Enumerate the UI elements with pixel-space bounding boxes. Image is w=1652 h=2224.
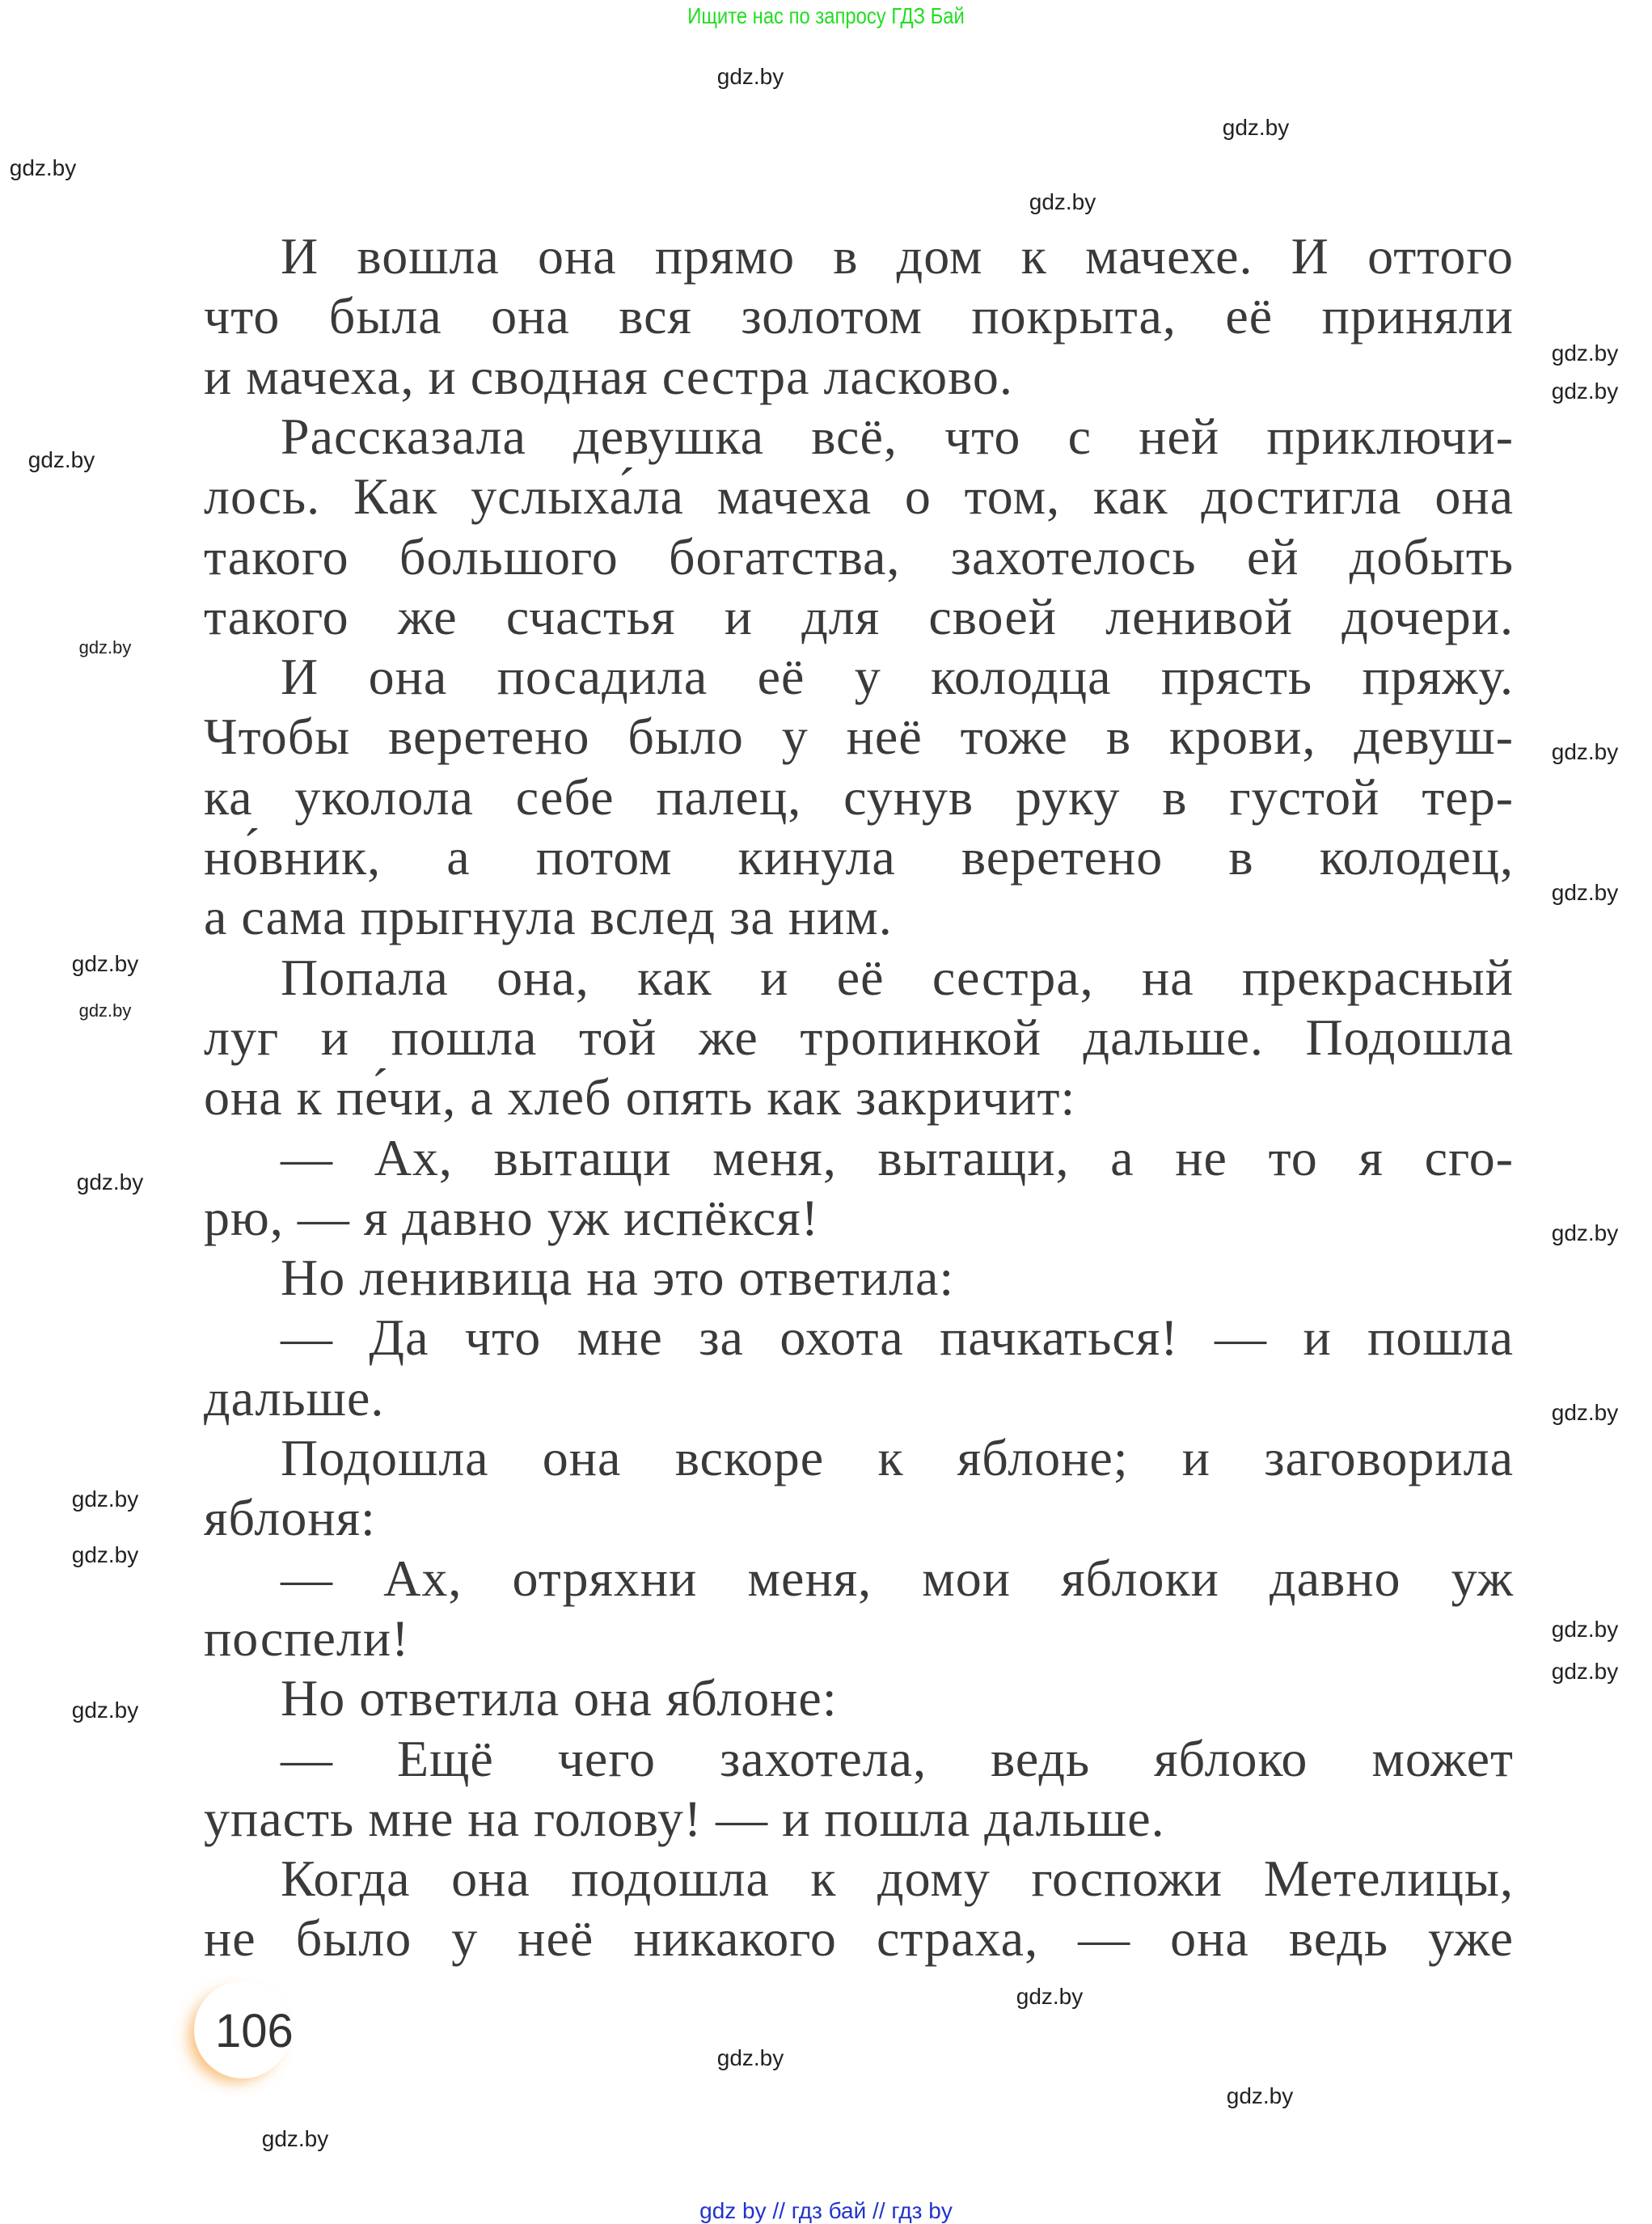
page-number: 106: [215, 2005, 294, 2057]
footer-links[interactable]: gdz by // гдз бай // гдз by: [699, 2198, 953, 2223]
text-line: — Ах, вытащи меня, вытащи, а не то я сго-: [281, 1128, 1514, 1186]
text-line: ка уколола себе палец, сунув руку в густой тер-: [204, 767, 1514, 826]
watermark: gdz.by: [1551, 1617, 1619, 1642]
text-line: Но ленивица на это ответила:: [281, 1249, 955, 1307]
text-line: поспели!: [204, 1609, 410, 1667]
watermark: gdz.by: [1029, 189, 1096, 214]
text-line: И она посадила её у колодца прясть пряжу.: [281, 648, 1514, 706]
watermark: gdz.by: [1551, 340, 1619, 366]
text-line: рю, — я давно уж испёкся!: [204, 1188, 820, 1246]
text-line: упасть мне на голову! — и пошла дальше.: [204, 1789, 1165, 1847]
watermark: gdz.by: [27, 447, 95, 472]
text-line: луг и пошла той же тропинкой дальше. Подошла: [204, 1008, 1514, 1066]
text-line: — Ах, отряхни меня, мои яблоки давно уж: [281, 1549, 1514, 1607]
text-line: такого же счастья и для своей ленивой дочери.: [204, 587, 1514, 645]
page-number-badge: [194, 1981, 294, 2078]
watermark: gdz.by: [71, 1486, 139, 1512]
watermark: gdz.by: [76, 1169, 144, 1194]
text-line: яблоня:: [204, 1489, 376, 1547]
watermark: gdz.by: [1551, 1659, 1619, 1684]
text-line: что была она вся золотом покрыта, её приняли: [204, 287, 1514, 345]
text-line: такого большого богатства, захотелось ей добыть: [204, 527, 1514, 586]
watermark: gdz.by: [1551, 880, 1619, 905]
watermark: gdz.by: [716, 64, 784, 89]
text-line: но́вник, а потом кинула веретено в колодец,: [204, 828, 1514, 886]
text-line: — Да что мне за охота пачкаться! — и пошла: [281, 1309, 1514, 1367]
text-line: она к пе́чи, а хлеб опять как закричит:: [204, 1068, 1076, 1127]
text-line: Рассказала девушка всё, что с ней приключи-: [281, 407, 1514, 465]
watermark: gdz.by: [1016, 1984, 1084, 2009]
text-line: не было у неё никакого страха, — она ведь уже: [204, 1909, 1514, 1968]
text-line: И вошла она прямо в дом к мачехе. И оттого: [281, 227, 1514, 285]
watermark: gdz.by: [1226, 2083, 1294, 2108]
watermark: gdz.by: [71, 1698, 139, 1723]
watermark: gdz.by: [1551, 1220, 1619, 1245]
text-line: и мачеха, и сводная сестра ласково.: [204, 347, 1013, 405]
text-line: Но ответила она яблоне:: [281, 1669, 838, 1727]
watermark: gdz.by: [1222, 115, 1290, 140]
text-line: а сама прыгнула вслед за ним.: [204, 888, 893, 946]
text-line: лось. Как услыха́ла мачеха о том, как достигла она: [204, 467, 1514, 526]
watermark: gdz.by: [9, 155, 77, 180]
watermark: gdz.by: [1551, 1400, 1619, 1425]
watermark: gdz.by: [78, 637, 132, 657]
text-line: — Ещё чего захотела, ведь яблоко может: [281, 1729, 1514, 1787]
watermark: gdz.by: [71, 951, 139, 976]
watermark: gdz.by: [78, 1000, 132, 1021]
watermark: gdz.by: [1551, 739, 1619, 764]
text-line: Чтобы веретено было у неё тоже в крови, девуш-: [204, 708, 1514, 766]
text-line: Попала она, как и её сестра, на прекрасный: [281, 948, 1514, 1006]
watermark: gdz.by: [1551, 378, 1619, 404]
text-line: дальше.: [204, 1368, 385, 1427]
watermark: gdz.by: [71, 1542, 139, 1567]
text-line: Подошла она вскоре к яблоне; и заговорила: [281, 1429, 1514, 1486]
search-banner[interactable]: Ищите нас по запросу ГДЗ Бай: [687, 3, 965, 28]
watermark: gdz.by: [716, 2045, 784, 2070]
watermark: gdz.by: [261, 2126, 329, 2151]
text-line: Когда она подошла к дому госпожи Метелицы,: [281, 1850, 1514, 1908]
